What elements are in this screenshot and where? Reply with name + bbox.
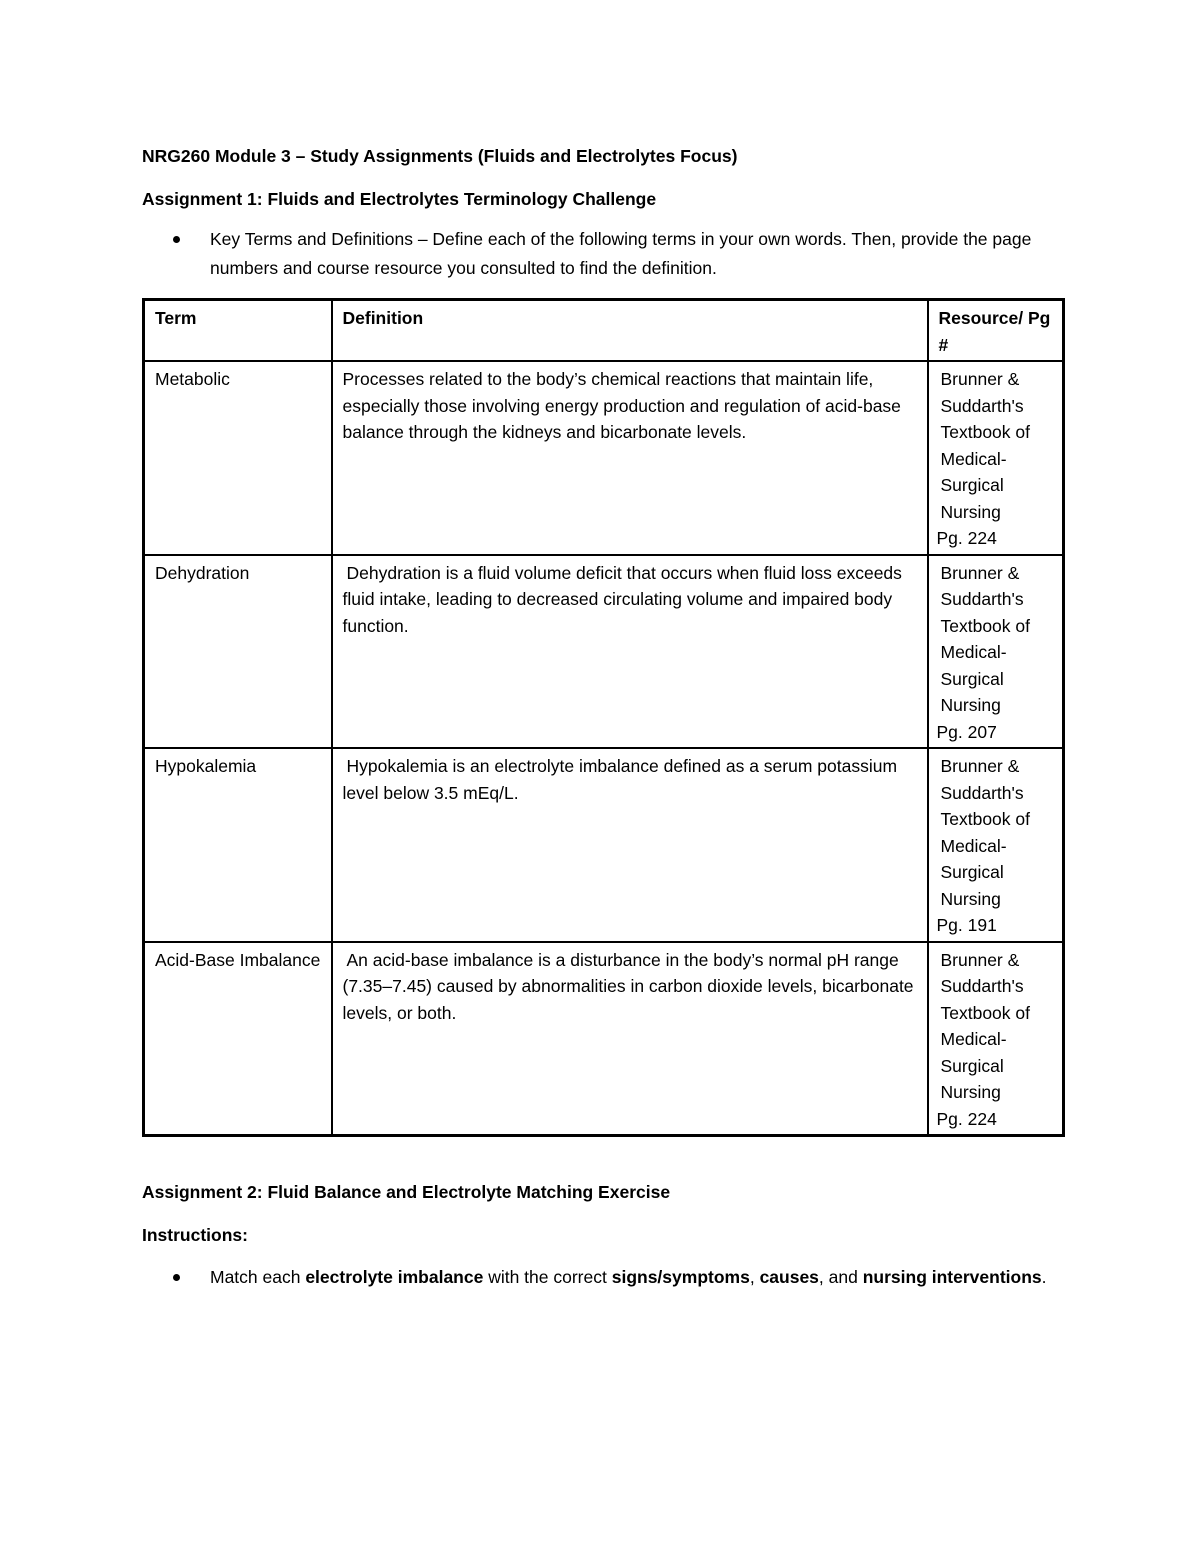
definition-cell (332, 942, 928, 1136)
definition-text: Hypokalemia is an electrolyte imbalance defined as a serum potassium level below 3.5 mEq/L. (342, 756, 898, 803)
instruction-bold: causes (759, 1267, 819, 1287)
resource-cell (928, 748, 1064, 942)
list-item (142, 225, 1062, 283)
resource-page: Pg. 224 (936, 528, 997, 548)
column-header-term: Term (144, 300, 332, 362)
resource-title: Brunner & Suddarth's Textbook of Medical-Surgical Nursing (940, 369, 1030, 522)
resource-title: Brunner & Suddarth's Textbook of Medical-Surgical Nursing (940, 562, 1030, 715)
table-row (144, 942, 1064, 1136)
definition-cell (332, 748, 928, 942)
definition-cell: Processes related to the body’s chemical reactions that maintain life, especially those involving energy production and regulation of acid-base balance through the kidneys and bicarbonate levels. (332, 361, 928, 555)
term-cell: Acid-Base Imbalance (144, 942, 332, 1136)
resource-title: Brunner & Suddarth's Textbook of Medical-Surgical Nursing (940, 756, 1030, 909)
assignment-1-bullets (142, 225, 1062, 283)
column-header-definition: Definition (332, 300, 928, 362)
assignment-1-heading: Assignment 1: Fluids and Electrolytes Terminology Challenge (142, 189, 657, 209)
table-row (144, 361, 1064, 555)
assignment-2-bullets (142, 1263, 1062, 1292)
assignment-1-instruction: Key Terms and Definitions – Define each of the following terms in your own words. Then, provide the page numbers and course resource you consulted to find the definition. (210, 229, 1032, 278)
resource-title: Brunner & Suddarth's Textbook of Medical-Surgical Nursing (940, 949, 1030, 1102)
resource-cell (928, 361, 1064, 555)
document-title: NRG260 Module 3 – Study Assignments (Fluids and Electrolytes Focus) (142, 146, 738, 166)
list-item (142, 1263, 1062, 1292)
instruction-bold: nursing interventions (862, 1267, 1042, 1287)
assignment-2-heading: Assignment 2: Fluid Balance and Electrolyte Matching Exercise (142, 1182, 671, 1202)
resource-page: Pg. 224 (936, 1108, 997, 1129)
instruction-text: Match each (210, 1267, 306, 1287)
resource-cell (928, 942, 1064, 1136)
term-cell: Hypokalemia (144, 748, 332, 942)
instruction-text: , (749, 1267, 760, 1287)
instruction-text: , and (818, 1267, 863, 1287)
instruction-bold: electrolyte imbalance (305, 1267, 484, 1287)
table-row (144, 748, 1064, 942)
bullet-icon (173, 236, 180, 243)
document-page (142, 143, 1062, 1292)
definition-text: An acid-base imbalance is a disturbance in the body’s normal pH range (7.35–7.45) caused by abnormalities in carbon dioxide levels, bicarbonate levels, or both. (342, 949, 914, 1023)
terms-table (142, 298, 1065, 1137)
column-header-resource: Resource/ Pg # (928, 300, 1064, 362)
instruction-text: . (1041, 1267, 1047, 1287)
definition-text: Dehydration is a fluid volume deficit that occurs when fluid loss exceeds fluid intake, leading to decreased circulating volume and impaired body function. (342, 562, 902, 636)
resource-page: Pg. 191 (936, 915, 997, 935)
resource-cell (928, 555, 1064, 749)
term-cell: Metabolic (144, 361, 332, 555)
table-row (144, 555, 1064, 749)
term-cell: Dehydration (144, 555, 332, 749)
definition-cell (332, 555, 928, 749)
instruction-bold: signs/symptoms (611, 1267, 750, 1287)
instructions-label: Instructions: (142, 1225, 248, 1245)
resource-page: Pg. 207 (936, 721, 997, 742)
bullet-icon (173, 1274, 180, 1281)
instruction-text: with the correct (483, 1267, 612, 1287)
table-header-row (144, 300, 1064, 362)
